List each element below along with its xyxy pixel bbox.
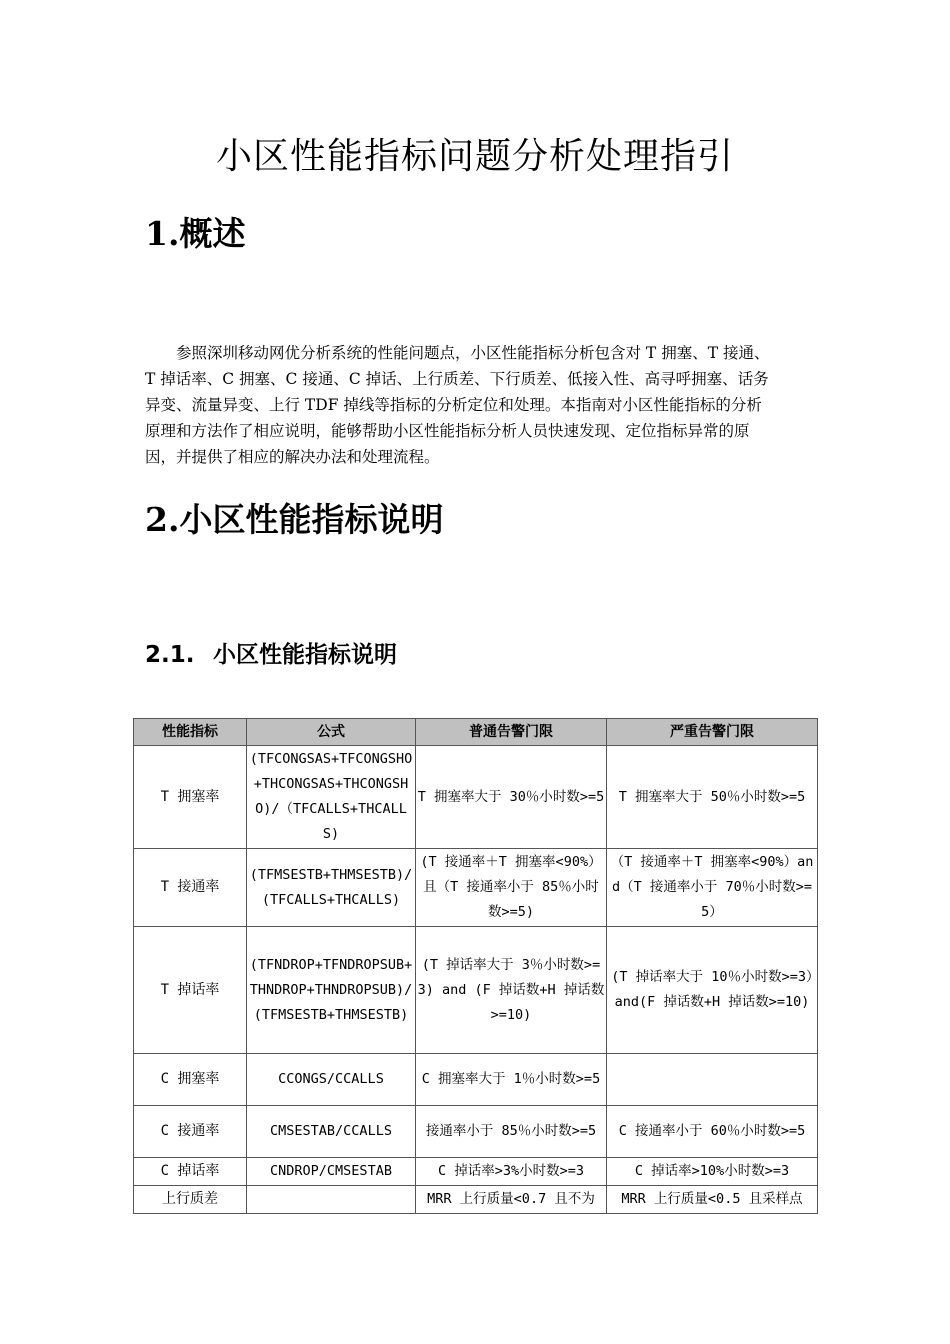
normal-threshold-cell: C 掉话率>3%小时数>=3 <box>416 1158 607 1186</box>
metric-name-cell: T 拥塞率 <box>134 746 247 849</box>
normal-threshold-cell: 接通率小于 85％小时数>=5 <box>416 1106 607 1158</box>
formula-cell <box>247 1186 416 1214</box>
formula-cell: (TFMSESTB+THMSESTB)/(TFCALLS+THCALLS) <box>247 849 416 927</box>
severe-threshold-cell: C 接通率小于 60％小时数>=5 <box>607 1106 818 1158</box>
document-title: 小区性能指标问题分析处理指引 <box>215 136 734 177</box>
formula-cell: (TFCONGSAS+TFCONGSHO+THCONGSAS+THCONGSHO)/（TFCALLS+THCALLS) <box>247 746 416 849</box>
severe-threshold-cell: C 掉话率>10%小时数>=3 <box>607 1158 818 1186</box>
overview-line: 参照深圳移动网优分析系统的性能问题点，小区性能指标分析包含对 T 拥塞、T 接通、 <box>176 344 770 362</box>
overview-line: 因，并提供了相应的解决办法和处理流程。 <box>145 448 440 466</box>
table-row <box>134 1186 818 1214</box>
column-header: 公式 <box>247 719 416 746</box>
table-row <box>134 927 818 1054</box>
severe-threshold-cell: (T 掉话率大于 10％小时数>=3）and(F 掉话数+H 掉话数>=10) <box>607 927 818 1054</box>
column-header: 严重告警门限 <box>607 719 818 746</box>
severe-threshold-cell: （T 接通率＋T 拥塞率<90%）and（T 接通率小于 70％小时数>=5） <box>607 849 818 927</box>
metric-name-cell: T 接通率 <box>134 849 247 927</box>
severe-threshold-cell: T 拥塞率大于 50％小时数>=5 <box>607 746 818 849</box>
table-row <box>134 1054 818 1106</box>
normal-threshold-cell: (T 掉话率大于 3％小时数>=3) and (F 掉话数+H 掉话数>=10) <box>416 927 607 1054</box>
normal-threshold-cell: MRR 上行质量<0.7 且不为 <box>416 1186 607 1214</box>
normal-threshold-cell: C 拥塞率大于 1％小时数>=5 <box>416 1054 607 1106</box>
metric-name-cell: C 拥塞率 <box>134 1054 247 1106</box>
section-2-heading: 2.小区性能指标说明 <box>145 500 444 539</box>
overview-line: 异变、流量异变、上行 TDF 掉线等指标的分析定位和处理。本指南对小区性能指标的分析 <box>145 396 762 414</box>
overview-line: T 掉话率、C 拥塞、C 接通、C 掉话、上行质差、下行质差、低接入性、高寻呼拥塞、话务 <box>145 370 769 388</box>
metric-name-cell: C 掉话率 <box>134 1158 247 1186</box>
table-row <box>134 746 818 849</box>
table-header-row <box>134 719 818 746</box>
formula-cell: CMSESTAB/CCALLS <box>247 1106 416 1158</box>
kpi-table <box>133 718 818 1214</box>
column-header: 性能指标 <box>134 719 247 746</box>
subsection-heading <box>145 636 397 669</box>
formula-cell: CCONGS/CCALLS <box>247 1054 416 1106</box>
metric-name-cell: C 接通率 <box>134 1106 247 1158</box>
subsection-title: 小区性能指标说明 <box>213 642 397 668</box>
metric-name-cell: 上行质差 <box>134 1186 247 1214</box>
table-row <box>134 1158 818 1186</box>
section-1-heading: 1.概述 <box>145 214 246 253</box>
subsection-number: 2.1. <box>145 642 195 668</box>
table-row <box>134 1106 818 1158</box>
table-row <box>134 849 818 927</box>
formula-cell: (TFNDROP+TFNDROPSUB+THNDROP+THNDROPSUB)/(TFMSESTB+THMSESTB) <box>247 927 416 1054</box>
metric-name-cell: T 掉话率 <box>134 927 247 1054</box>
overview-line: 原理和方法作了相应说明，能够帮助小区性能指标分析人员快速发现、定位指标异常的原 <box>145 422 750 440</box>
overview-paragraph <box>145 340 821 470</box>
severe-threshold-cell: MRR 上行质量<0.5 且采样点 <box>607 1186 818 1214</box>
normal-threshold-cell: T 拥塞率大于 30％小时数>=5 <box>416 746 607 849</box>
column-header: 普通告警门限 <box>416 719 607 746</box>
severe-threshold-cell <box>607 1054 818 1106</box>
normal-threshold-cell: (T 接通率＋T 拥塞率<90%）且（T 接通率小于 85％小时数>=5) <box>416 849 607 927</box>
formula-cell: CNDROP/CMSESTAB <box>247 1158 416 1186</box>
